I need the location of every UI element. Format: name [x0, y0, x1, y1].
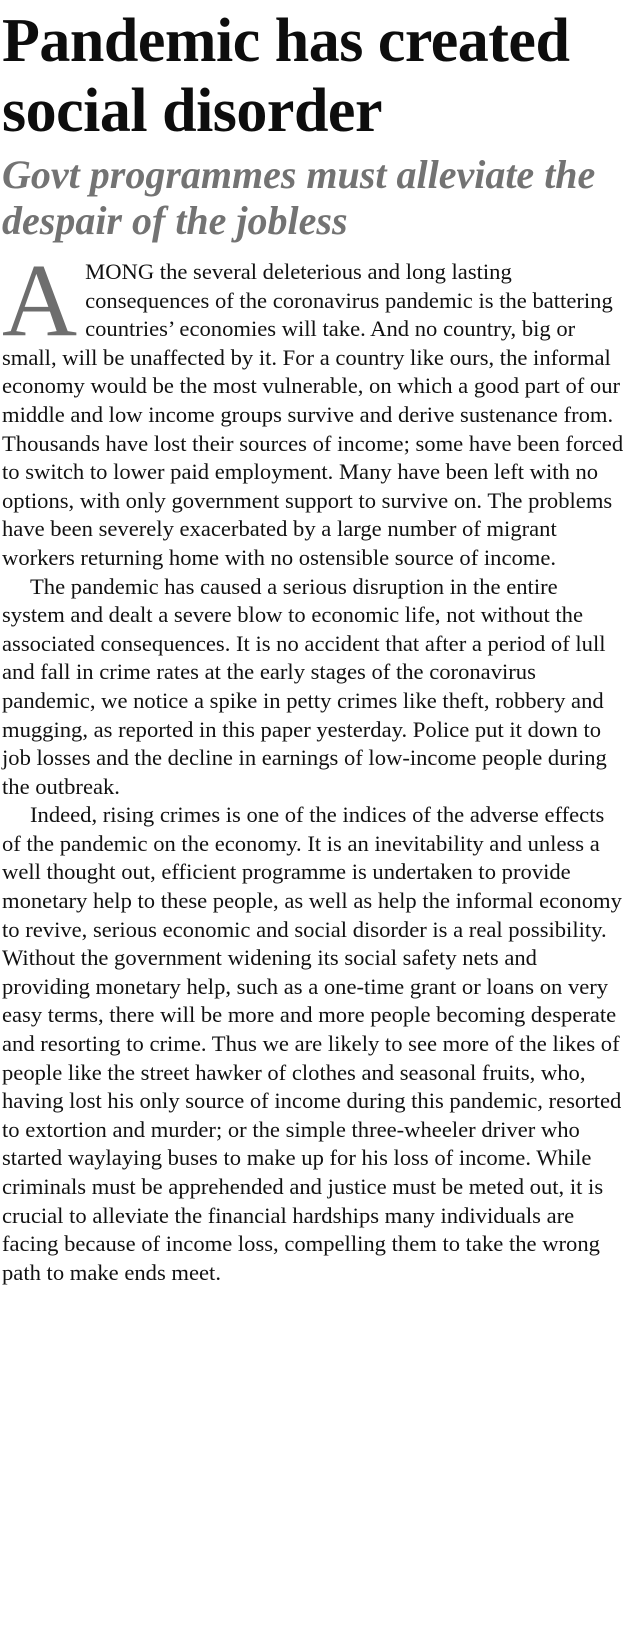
- paragraph-3: Indeed, rising crimes is one of the indices of the adverse effects of the pandemic on the economy. It is an inevitability and unless a well thought out, efficient programme is undertaken to provide monetary help to these people, as well as help the informal economy to revive, serious economic and social disorder is a real possibility. Without the government widening its social safety nets and providing monetary help, such as a one-time grant or loans on very easy terms, there will be more and more people becoming desperate and resorting to crime. Thus we are likely to see more of the likes of people like the street hawker of clothes and seasonal fruits, who, having lost his only source of income during this pandemic, resorted to extortion and murder; or the simple three-wheeler driver who started waylaying buses to make up for his loss of income. While criminals must be apprehended and justice must be meted out, it is crucial to alleviate the financial hardships many individuals are facing because of income loss, compelling them to take the wrong path to make ends meet.: [2, 802, 622, 1285]
- paragraph-1-text: MONG the several deleterious and long lasting consequences of the coronavirus pandemic is the battering countries’ economies will take. And no country, big or small, will be unaffected by it. For a country like ours, the informal economy would be the most vulnerable, on which a good part of our middle and low income groups survive and derive sustenance from. Thousands have lost their sources of income; some have been forced to switch to lower paid employment. Many have been left with no options, with only government support to survive on. The problems have been severely exacerbated by a large number of migrant workers returning home with no ostensible source of income.: [2, 259, 624, 570]
- drop-cap: A: [2, 243, 78, 358]
- subheadline: Govt programmes must alleviate the despair of the jobless: [2, 152, 596, 243]
- paragraph-1: [2, 243, 625, 573]
- article-body: [2, 243, 625, 1287]
- paragraph-2: The pandemic has caused a serious disruption in the entire system and dealt a severe blow to economic life, not without the associated consequences. It is no accident that after a period of lull and fall in crime rates at the early stages of the coronavirus pandemic, we notice a spike in petty crimes like theft, robbery and mugging, as reported in this paper yesterday. Police put it down to job losses and the decline in earnings of low-income people during the outbreak.: [2, 573, 607, 799]
- headline: Pandemic has created social disorder: [2, 7, 570, 145]
